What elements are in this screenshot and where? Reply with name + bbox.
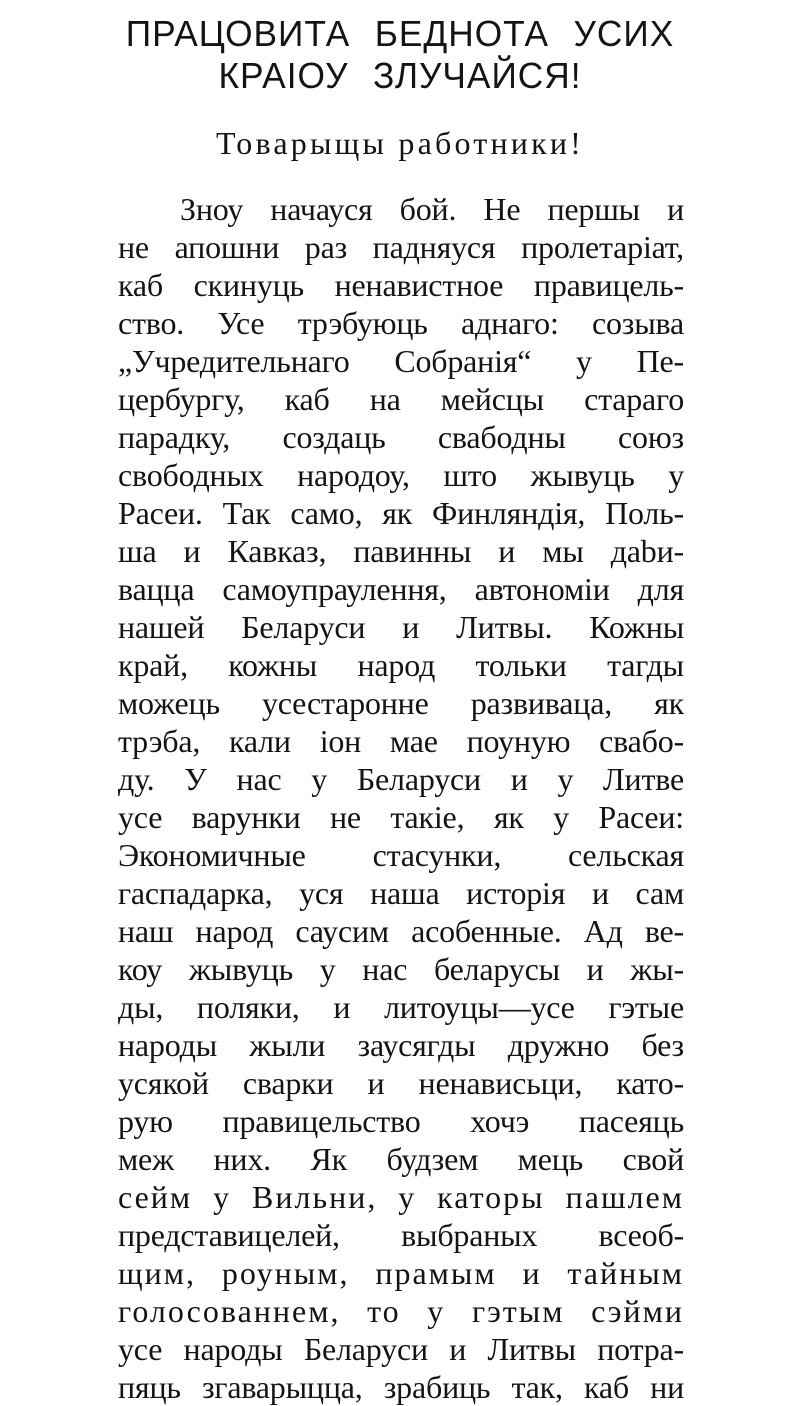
body-line: не апошни раз падняуся пролетаріат, bbox=[118, 229, 684, 265]
body-line: коу жывуць у нас беларусы и жы- bbox=[118, 951, 684, 987]
body-line: свободных народоу, што жывуць у bbox=[118, 457, 684, 493]
body-line: ду. У нас у Беларуси и у Литве bbox=[118, 761, 684, 797]
body-line: меж них. Як будзем мець свой bbox=[118, 1141, 684, 1177]
body-text bbox=[118, 190, 684, 1406]
body-line: усякой сварки и ненависьци, като- bbox=[118, 1065, 684, 1101]
body-line: Расеи. Так само, як Финляндія, Поль- bbox=[118, 495, 684, 531]
body-line: пяць згаварыцца, зрабиць так, каб ни bbox=[118, 1369, 684, 1405]
body-line: вацца самоупраулення, автономіи для bbox=[118, 571, 684, 607]
body-line: Зноу начауся бой. Не першы и bbox=[180, 191, 684, 227]
body-line: усе народы Беларуси и Литвы потра- bbox=[118, 1331, 684, 1367]
body-line: парадку, создаць свабодны союз bbox=[118, 419, 684, 455]
body-line: Экономичные стасунки, сельская bbox=[118, 837, 684, 873]
body-line: сейм у Вильни, у каторы пашлем bbox=[118, 1179, 684, 1215]
body-line: рую правицельство хочэ пасеяць bbox=[118, 1103, 684, 1139]
body-line: народы жыли заусягды дружно без bbox=[118, 1027, 684, 1063]
body-line: можець усестаронне развиваца, як bbox=[118, 685, 684, 721]
body-line: край, кожны народ тольки тагды bbox=[118, 647, 684, 683]
body-line: цербургу, каб на мейсцы стараго bbox=[118, 381, 684, 417]
headline-line-1: ПРАЦОВИТА БЕДНОТА УСИХ bbox=[125, 13, 675, 54]
body-line: ша и Кавказ, павинны и мы дabи- bbox=[118, 533, 684, 569]
headline-line-2: КРАІОУ ЗЛУЧАЙСЯ! bbox=[218, 55, 582, 96]
body-line: гаспадарка, уся наша исторія и сам bbox=[118, 875, 684, 911]
body-line: „Учредительнаго Собранія“ у Пе- bbox=[118, 343, 684, 379]
body-line: усе варунки не такіе, як у Расеи: bbox=[118, 799, 684, 835]
salutation: Товарыщы работники! bbox=[215, 125, 585, 161]
body-line: ды, поляки, и литоуцы—усе гэтые bbox=[118, 989, 684, 1025]
body-line: каб скинуць ненавистное правицель- bbox=[118, 267, 684, 303]
body-line: трэба, кали іон мае поуную свабо- bbox=[118, 723, 684, 759]
body-line: голосованнем, то у гэтым сэйми bbox=[118, 1293, 684, 1329]
body-line: ство. Усе трэбуюць аднаго: созыва bbox=[118, 305, 684, 341]
body-line: щим, роуным, прамым и тайным bbox=[118, 1255, 684, 1291]
body-line: нашей Беларуси и Литвы. Кожны bbox=[118, 609, 684, 645]
body-line: представицелей, выбраных всеоб- bbox=[118, 1217, 684, 1253]
body-line: наш народ саусим асобенные. Ад ве- bbox=[118, 913, 684, 949]
